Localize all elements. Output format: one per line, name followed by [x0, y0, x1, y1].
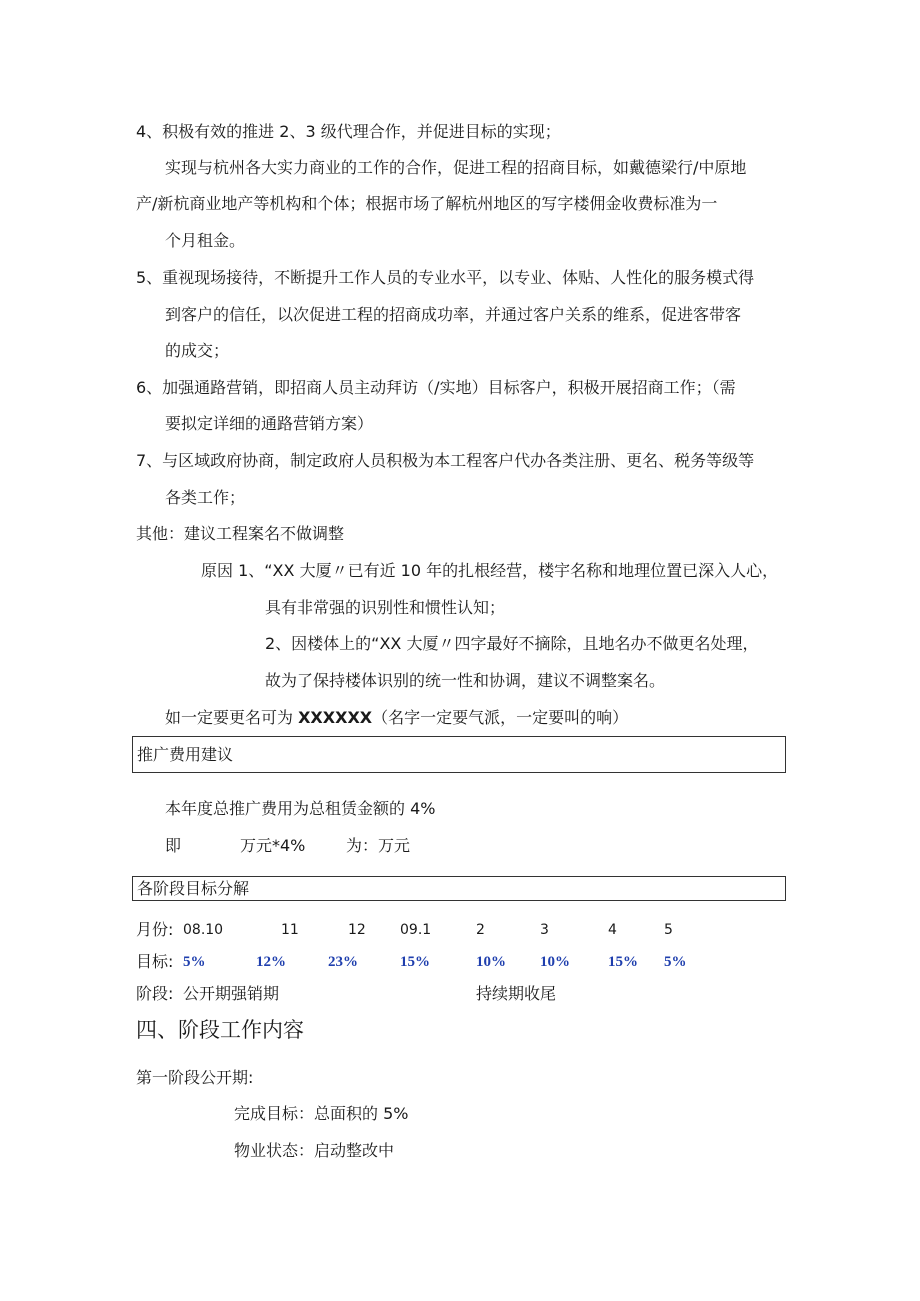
item-5-line3: 的成交； — [165, 341, 230, 360]
item-4-line2: 产/新杭商业地产等机构和个体；根据市场了解杭州地区的写字楼佣金收费标准为一 — [136, 194, 718, 213]
item-4-line3: 个月租金。 — [165, 231, 246, 250]
reason-2-line2: 故为了保持楼体识别的统一性和协调，建议不调整案名。 — [265, 671, 666, 690]
promo-mid: 万元*4% — [240, 836, 306, 855]
item-4-heading: 4、积极有效的推进 2、3 级代理合作，并促进目标的实现； — [136, 122, 561, 141]
target-cell: 15% — [608, 954, 638, 970]
month-cell: 5 — [664, 922, 673, 938]
month-cell: 3 — [540, 922, 549, 938]
rename-line — [165, 708, 628, 728]
item-6-line2: 要拟定详细的通路营销方案） — [165, 414, 374, 433]
month-cell: 4 — [608, 922, 617, 938]
reason-1-line1: 原因 1、“XX 大厦〃已有近 10 年的扎根经营，楼宇名称和地理位置已深入人心， — [201, 561, 779, 580]
stage-a: 公开期强销期 — [183, 984, 280, 1003]
target-label: 目标: — [136, 952, 174, 971]
promo-result: 为：万元 — [346, 836, 411, 855]
stage-b: 持续期收尾 — [476, 984, 557, 1003]
target-cell: 10% — [476, 954, 506, 970]
target-cell: 5% — [664, 954, 687, 970]
phase-1-title: 第一阶段公开期: — [136, 1068, 254, 1087]
other-title: 其他：建议工程案名不做调整 — [136, 524, 345, 543]
item-5-line1: 5、重视现场接待，不断提升工作人员的专业水平，以专业、体贴、人性化的服务模式得 — [136, 268, 755, 287]
month-cell: 2 — [476, 922, 485, 938]
promo-ji: 即 — [165, 836, 182, 855]
item-7-line2: 各类工作； — [165, 488, 246, 507]
rename-name: XXXXXX — [298, 708, 373, 727]
rename-prefix: 如一定要更名可为 — [165, 708, 299, 727]
phase-1-goal: 完成目标：总面积的 5% — [234, 1104, 409, 1123]
section-4-heading: 四、阶段工作内容 — [136, 1018, 304, 1042]
reason-2-line1: 2、因楼体上的“XX 大厦〃四字最好不摘除，且地名办不做更名处理， — [265, 634, 759, 653]
rename-suffix: （名字一定要气派，一定要叫的响） — [372, 708, 629, 727]
target-cell: 5% — [183, 954, 206, 970]
month-cell: 11 — [281, 922, 299, 938]
target-cell: 12% — [256, 954, 286, 970]
item-4-line1: 实现与杭州各大实力商业的工作的合作，促进工程的招商目标，如戴德梁行/中原地 — [165, 158, 747, 177]
phase-1-status: 物业状态：启动整改中 — [234, 1141, 395, 1160]
promo-section-box — [132, 736, 786, 773]
month-label: 月份: — [136, 920, 174, 939]
stage-section-box — [132, 876, 786, 901]
month-cell: 09.1 — [400, 922, 432, 938]
item-7-line1: 7、与区域政府协商，制定政府人员积极为本工程客户代办各类注册、更名、税务等级等 — [136, 451, 755, 470]
promo-budget-line: 本年度总推广费用为总租赁金额的 4% — [165, 799, 436, 818]
target-cell: 15% — [400, 954, 430, 970]
month-cell: 08.10 — [183, 922, 224, 938]
stage-section-title: 各阶段目标分解 — [137, 879, 250, 898]
item-6-line1: 6、加强通路营销，即招商人员主动拜访（/实地）目标客户，积极开展招商工作；（需 — [136, 378, 736, 397]
month-cell: 12 — [348, 922, 366, 938]
target-cell: 23% — [328, 954, 358, 970]
reason-1-line2: 具有非常强的识别性和惯性认知； — [265, 598, 506, 617]
stage-label: 阶段: — [136, 984, 174, 1003]
promo-section-title: 推广费用建议 — [137, 745, 234, 764]
item-5-line2: 到客户的信任，以次促进工程的招商成功率，并通过客户关系的维系，促进客带客 — [165, 305, 742, 324]
target-cell: 10% — [540, 954, 570, 970]
